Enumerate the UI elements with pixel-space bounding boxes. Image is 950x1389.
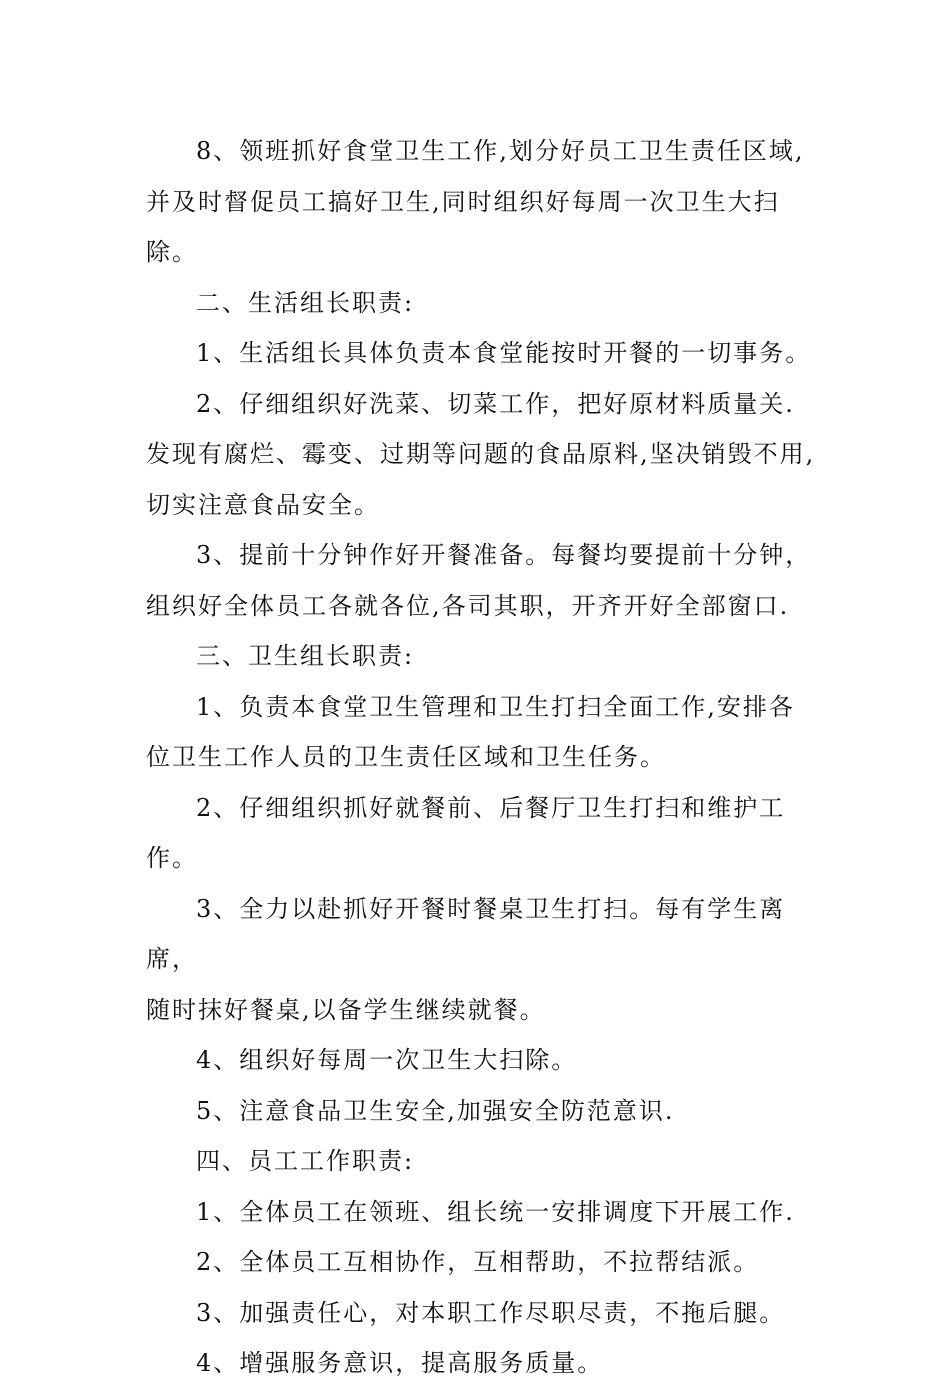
heading-text: 四、员工工作职责: bbox=[196, 1147, 415, 1175]
paragraph-line: 5、注意食品卫生安全,加强安全防范意识. bbox=[196, 1096, 675, 1125]
paragraph-line: 2、仔细组织抓好就餐前、后餐厅卫生打扫和维护工作。 bbox=[146, 793, 786, 872]
paragraph-staff-item-1 bbox=[146, 1187, 818, 1238]
paragraph-life-item-2 bbox=[146, 379, 818, 531]
paragraph-line: 切实注意食品安全。 bbox=[146, 490, 380, 519]
paragraph-hygiene-item-5 bbox=[146, 1086, 818, 1137]
paragraph-line: 组织好全体员工各就各位,各司其职，开齐开好全部窗口. bbox=[146, 591, 790, 620]
paragraph-staff-item-3 bbox=[146, 1288, 818, 1339]
paragraph-line: 2、仔细组织好洗菜、切菜工作，把好原材料质量关. bbox=[196, 389, 795, 418]
paragraph-line: 随时抹好餐桌,以备学生继续就餐。 bbox=[146, 995, 546, 1024]
paragraph-line: 2、全体员工互相协作，互相帮助，不拉帮结派。 bbox=[196, 1248, 760, 1276]
paragraph-line: 3、提前十分钟作好开餐准备。每餐均要提前十分钟， bbox=[196, 541, 812, 569]
paragraph-life-item-1 bbox=[146, 328, 818, 379]
heading-text: 三、卫生组长职责: bbox=[196, 642, 415, 670]
paragraph-line: 1、全体员工在领班、组长统一安排调度下开展工作. bbox=[196, 1197, 795, 1226]
paragraph-line: 8、领班抓好食堂卫生工作,划分好员工卫生责任区域, bbox=[196, 137, 805, 165]
paragraph-line: 1、生活组长具体负责本食堂能按时开餐的一切事务。 bbox=[196, 339, 812, 367]
paragraph-line: 位卫生工作人员的卫生责任区域和卫生任务。 bbox=[146, 743, 666, 771]
paragraph-line: 3、加强责任心，对本职工作尽职尽责，不拖后腿。 bbox=[196, 1298, 786, 1327]
paragraph-line: 3、全力以赴抓好开餐时餐桌卫生打扫。每有学生离席， bbox=[146, 894, 786, 973]
paragraph-leader-item-8 bbox=[146, 126, 818, 278]
paragraph-hygiene-item-1 bbox=[146, 682, 818, 783]
paragraph-hygiene-item-4 bbox=[146, 1035, 818, 1086]
paragraph-hygiene-item-2 bbox=[146, 783, 818, 884]
heading-text: 二、生活组长职责: bbox=[196, 288, 415, 317]
paragraph-staff-item-2 bbox=[146, 1237, 818, 1288]
paragraph-hygiene-item-3 bbox=[146, 884, 818, 1036]
paragraph-line: 4、组织好每周一次卫生大扫除。 bbox=[196, 1046, 578, 1074]
section-heading-staff bbox=[146, 1136, 818, 1187]
paragraph-line: 1、负责本食堂卫生管理和卫生打扫全面工作,安排各 bbox=[196, 692, 795, 721]
document-body bbox=[146, 126, 818, 1389]
paragraph-staff-item-4 bbox=[146, 1338, 818, 1389]
section-heading-life-leader bbox=[146, 278, 818, 329]
paragraph-line: 4、增强服务意识，提高服务质量。 bbox=[196, 1349, 604, 1377]
paragraph-line: 发现有腐烂、霉变、过期等问题的食品原料,坚决销毁不用, bbox=[146, 440, 816, 468]
paragraph-line: 并及时督促员工搞好卫生,同时组织好每周一次卫生大扫除。 bbox=[146, 187, 780, 266]
paragraph-life-item-3 bbox=[146, 530, 818, 631]
section-heading-hygiene-leader bbox=[146, 631, 818, 682]
